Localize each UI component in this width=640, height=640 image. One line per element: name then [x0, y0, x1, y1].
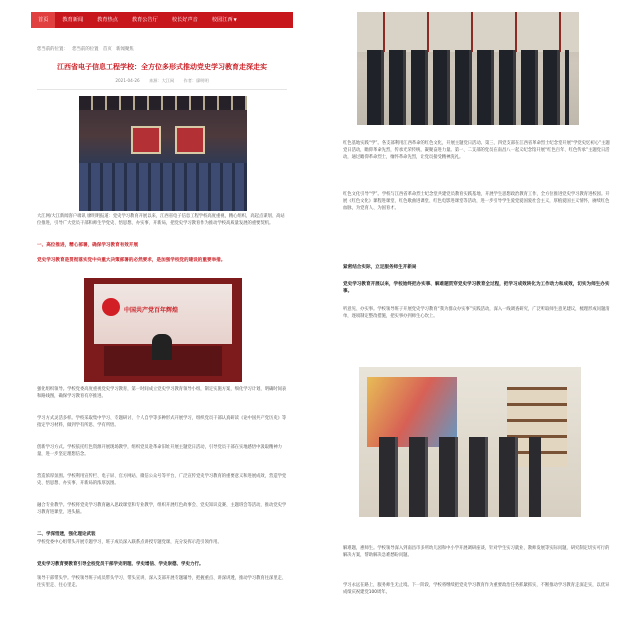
kindergarten-visit-photo: [359, 367, 581, 517]
article-paragraph: 强化组织领导。学校党委高度重视党史学习教育，第一时间成立党史学习教育领导小组，制定实施方案，细化学习计划，明确时间表和路线图，确保学习教育有序推进。: [37, 387, 287, 399]
nav-item-campus-jiangxi[interactable]: [205, 12, 244, 28]
section-subhead-2: 党史学习教育要教育引导全校党员干部学史明理、学史增信、学史崇德、学史力行。: [37, 562, 204, 567]
nav-item-education-hot[interactable]: 教育热点: [97, 17, 118, 23]
article-paragraph-intro: 大江网/大江新闻客户端讯 廖明明报道：党史学习教育开展以来，江西省电子信息工程学校高度重视，精心组织，高起点谋划、高站位推进，引导广大党员干部和师生学党史、悟思想、办实事、开新局，把党史学习教育作为推动学校高质量发展的重要契机。: [37, 214, 285, 226]
article-paragraph: 学习永远在路上，服务师生无止境。下一阶段，学校将继续把党史学习教育作为重要政治任务抓紧抓实，不断推动学习教育走深走实，以优异成绩庆祝建党100周年。: [343, 583, 610, 596]
article-author: 作者：廖明明: [183, 78, 209, 83]
article-paragraph: 学习方式灵活多样。学校采取集中学习、专题研讨、个人自学等多种形式开展学习，组织党员干部认真研读《论中国共产党历史》等指定学习材料，做到学有所思、学有所悟。: [37, 416, 287, 428]
chevron-down-icon: ▼: [233, 17, 237, 22]
article-source: 来源：大江网: [149, 78, 175, 83]
breadcrumb-link-home[interactable]: 首页: [102, 47, 112, 52]
section-heading-3: 紧密结合实际，立足服务师生开新局: [343, 265, 417, 270]
nav-item-campus-jiangxi-label: 校园江西: [211, 17, 233, 23]
article-paragraph: 学校党委中心组带头开展专题学习，班子成员深入联系点讲授专题党课，充分发挥示范引领作用。: [37, 540, 222, 545]
article-paragraph: 营造浓厚氛围。学校利用宣传栏、电子屏、官方网站、微信公众号等平台，广泛宣传党史学习教育的重要意义和进展成效，营造学党史、悟思想、办实事、开新局的浓厚氛围。: [37, 474, 287, 486]
breadcrumb-prefix: 您当前的位置：: [37, 47, 68, 52]
section-subhead-1: 党史学习教育是贯彻落实党中央重大决策部署的必然要求，是加强学校党的建设的重要举措。: [37, 258, 226, 263]
nav-item-principal-voice[interactable]: 校长好声音: [171, 17, 198, 23]
party-emblem: [102, 298, 120, 316]
projection-screen: [131, 126, 161, 154]
museum-visit-photo: [357, 12, 579, 125]
section-heading-2: 二、学深悟透，强化理论武装: [37, 532, 96, 537]
nav-item-education-news[interactable]: 教育新闻: [62, 17, 84, 23]
article-paragraph: 红色文化引导“学”。学校与江西省革命烈士纪念堂共建党员教育实践基地，开展学生思想政治教育工作，全方位推进党史学习教育进校园。开展《红色文化》课程进课堂、红色歌曲进课堂、红色电影进课堂等活动，进一步引导学生爱党爱国爱社会主义，厚植爱国主义情怀，赓续红色血脉，为党育人、为国育才。: [343, 192, 610, 212]
article-paragraph: 听意见、办实事。学校领导班子开展党史学习教育“我为群众办实事”实践活动，深入一线调查研究，广泛听取师生意见建议，梳理形成问题清单，逐项制定整改措施，把实事办到师生心坎上。: [343, 307, 610, 320]
breadcrumb: [31, 46, 293, 52]
ceiling-lights: [79, 96, 247, 110]
audience-seats: [79, 163, 247, 211]
section-subhead-3: 党史学习教育开展以来，学校始终把办实事、解难题贯穿党史学习教育全过程，把学习成效转化为工作动力和成效，切实为师生办实事。: [343, 282, 610, 295]
nav-item-notice-hall[interactable]: 教育公告厅: [131, 17, 158, 23]
projection-screen: [175, 126, 205, 154]
article-paragraph: 领导干部带头学。学校领导班子成员带头学习、带头宣讲，深入支部开展专题辅导，把握重点、讲深讲透，推动学习教育往深里走、往实里走、往心里走。: [37, 576, 287, 588]
nav-item-home[interactable]: 首页: [31, 12, 55, 28]
main-nav: [31, 12, 293, 28]
article-paragraph: 解难题，惠师生。学校领导深入到南昌市多所幼儿园和中小学开展调研座谈，针对学生实习就业、教师发展等实际问题，研究制定切实可行的解决方案，帮助解决急难愁盼问题。: [343, 546, 610, 559]
article-paragraph: 创新学习方式。学校依托红色资源开展现场教学，组织党员赴革命旧址开展主题党日活动，引导党员干部在实地感悟中汲取精神力量，进一步坚定理想信念。: [37, 445, 282, 457]
article-meta: [31, 78, 293, 84]
lecture-photo: [84, 278, 242, 382]
article-title: 江西省电子信息工程学校：全方位多形式推动党史学习教育走深走实: [57, 63, 267, 71]
breadcrumb-link-current[interactable]: 您当前的位置: [72, 47, 99, 52]
meeting-hall-photo: [79, 96, 247, 211]
visiting-group: [379, 437, 541, 517]
exhibition-wall: [357, 12, 579, 52]
article-paragraph: 融合专业教学。学校将党史学习教育融入思政课堂和专业教学，组织开展红色故事会、党史知识竞赛、主题班会等活动，推动党史学习教育进课堂、进头脑。: [37, 503, 287, 515]
visiting-group: [367, 50, 569, 125]
divider: [37, 89, 287, 90]
article-page-left: [31, 12, 293, 640]
backdrop-text: 中国共产党百年辉煌: [124, 307, 179, 314]
article-paragraph: 红色基地实践“学”。各支部利用江西革命的红色文化，开展主题党日活动。第三、四党支部在江西省革命烈士纪念堂开展“学党史忆初心”主题党日活动，瞻仰革命先烈，传承光荣传统，凝聚奋进力量。第一、二支部的党员在南昌八一起义纪念馆开展“红色百年、红色传承”主题党日活动，通过瞻仰革命烈士，缅怀革命先烈，让党员接受精神洗礼。: [343, 141, 610, 161]
speaker: [152, 334, 172, 360]
section-heading-1: 一、高位推进，精心部署，确保学习教育有效开展: [37, 243, 139, 248]
breadcrumb-link-news[interactable]: 新闻聚焦: [116, 47, 134, 52]
article-date: 2021-04-26: [115, 78, 140, 83]
